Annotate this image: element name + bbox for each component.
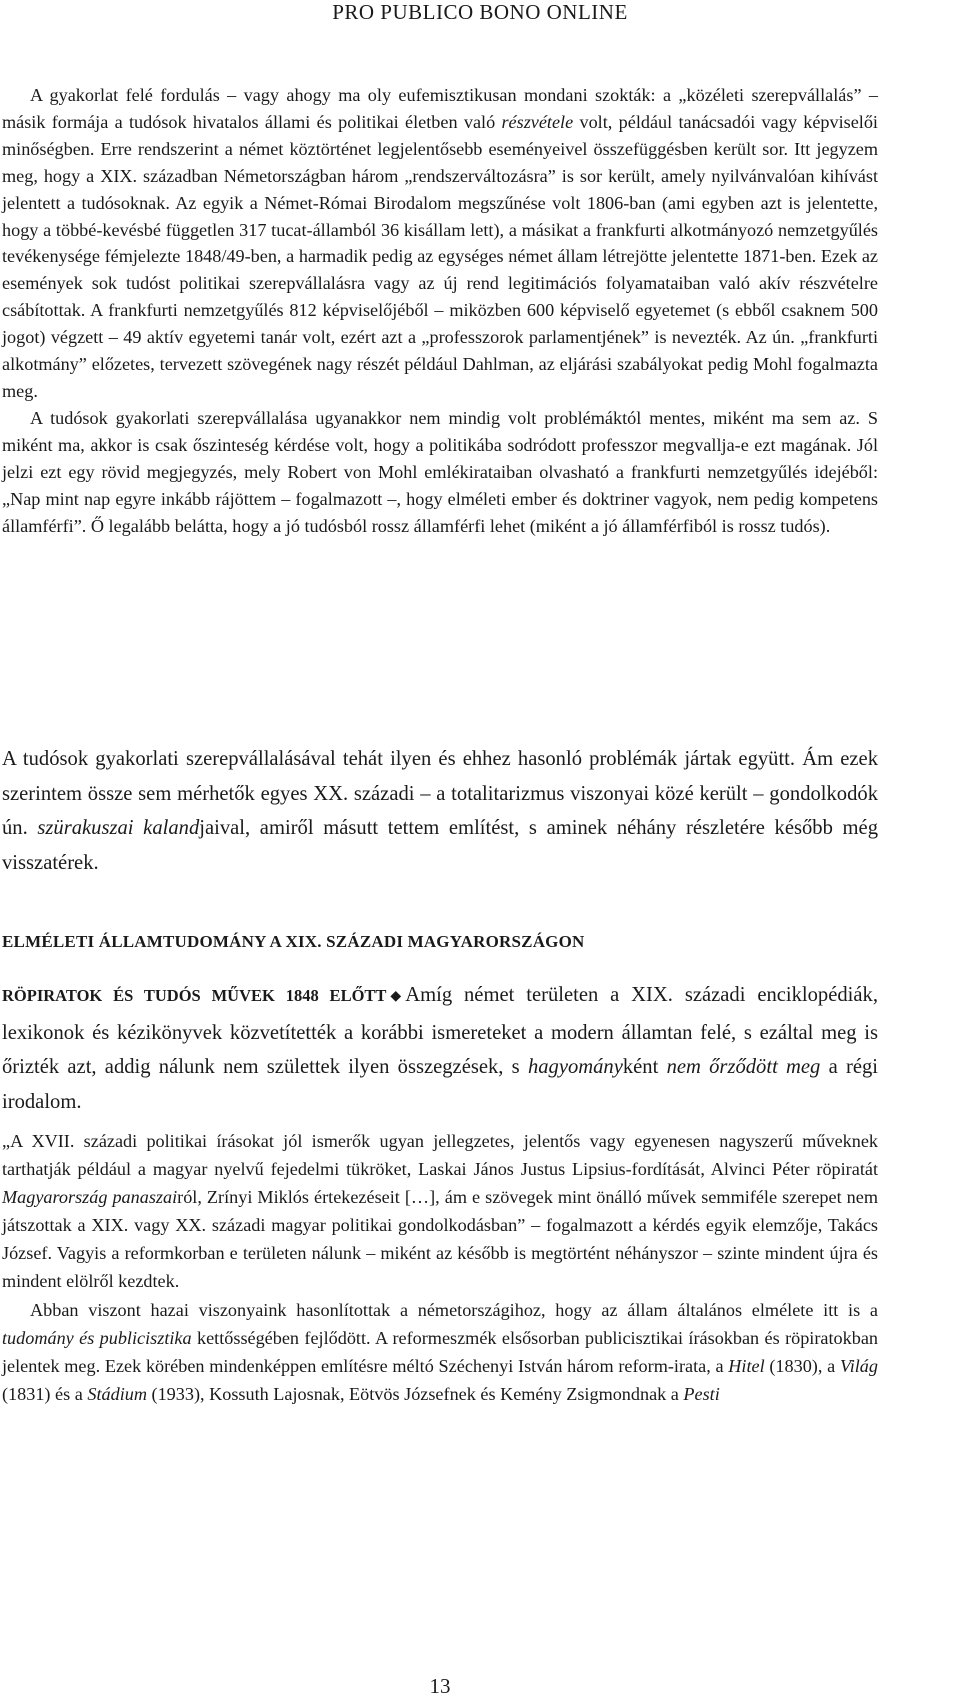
text-run: volt, például tanácsadói vagy képviselői minőségben. Erre rendszerint a német köztörténet legjelentősebb eseményeivel összefüggésben került sor. Itt jegyzem meg, hogy a XIX. században Németországban három „rendszerváltozásra” is sor került, amely nyilvánvalóan kihívást jelentett a tudósoknak. Az egyik a Német-Római Birodalom megszűnése volt 1806-ban (ami egyben azt is jelentette, hogy a többé-kevésbé független 317 tucat-államból 36 kisállam lett), a másikat a frankfurti alkotmányozó nemzetgyűlés tevékenysége fémjelezte 1848/49-ben, a harmadik pedig az egységes német állam létrejötte jelentette 1871-ben. Ezek az események sok tudóst politikai szerepvállalásra vagy az új rend legitimációs folyamataiban való akív részvételre csábítottak. A frankfurti nemzetgyűlés 812 képviselőjéből – miközben 600 képviselő egyetemet (s ebből csaknem 500 jogot) végzett – 49 aktív egyetemi tanár volt, ezért azt a „professzorok parlamentjének” is nevezték. Az ún. „frankfurti alkotmány” előzetes, tervezett szövegének nagy részét például Dahlman, az eljárási szabályokat pedig Mohl fogalmazta meg. <box>2 111 878 401</box>
paragraph <box>2 82 878 405</box>
text-run: (1830), a <box>764 1355 840 1376</box>
paragraph <box>2 978 878 1120</box>
section-title: ELMÉLETI ÁLLAMTUDOMÁNY A XIX. SZÁZADI MAGYARORSZÁGON <box>2 932 585 951</box>
text-run: a régi irodalom. <box>2 1056 878 1114</box>
page-number: 13 <box>429 1674 451 1698</box>
diamond-bullet-icon: ◆ <box>390 989 402 1004</box>
running-header: PRO PUBLICO BONO ONLINE <box>332 0 628 24</box>
emphasis: Hitel <box>728 1355 765 1376</box>
text-run: Amíg német területen a XIX. századi enciklopédiák, lexikonok és kézikönyvek közvetítették a korábbi ismereteket a modern államtan felé, s ezáltal meg is őrizték azt, addig nálunk nem születtek ilyen összegzések, s <box>2 984 878 1079</box>
emphasis: Magyarország panaszai <box>2 1187 178 1208</box>
text-block-quote <box>2 1127 878 1408</box>
text-run: A gyakorlat felé fordulás – vagy ahogy ma oly eufemisztikusan mondani szokták: a „közéleti szerepvállalás” – másik formája a tudósok hivatalos állami és politikai életben való <box>2 85 878 132</box>
emphasis: részvétele <box>501 111 574 132</box>
text-block-intro <box>2 82 878 539</box>
text-run: ról, Zrínyi Miklós értekezéseit […], ám e szövegek mint önálló művek semmiféle szerepet nem játszottak a XIX. vagy XX. századi magyar politikai gondolkodásban” – fogalmazott a kérdés egyik elemzője, Takács József. Vagyis a reformkorban e területen nálunk – miként az később is megtörtént néhányszor – szinte mindent újra és mindent elölről kezdtek. <box>2 1187 878 1292</box>
emphasis: szürakuszai kaland <box>37 817 200 839</box>
text-run: Abban viszont hazai viszonyaink hasonlítottak a németországihoz, hogy az állam általános elmélete itt is a <box>30 1299 878 1320</box>
emphasis: tudomány és publicisztika <box>2 1327 192 1348</box>
text-block-subsection <box>2 978 878 1120</box>
text-run: „A XVII. századi politikai írásokat jól ismerők ugyan jellegzetes, jelentős vagy egyenesen nagyszerű műveknek tarthatják például a magyar nyelvű fejedelmi tükröket, Laskai János Justus Lipsius-fordítását, Alvinci Péter röpiratát <box>2 1131 878 1180</box>
text-run: (1831) és a <box>2 1383 88 1404</box>
text-run: (1933), Kossuth Lajosnak, Eötvös Józsefnek és Kemény Zsigmondnak a <box>146 1383 684 1404</box>
emphasis: nem őrződött meg <box>666 1056 821 1079</box>
paragraph <box>2 1127 878 1296</box>
subsection-heading: RÖPIRATOK ÉS TUDÓS MŰVEK 1848 ELŐTT <box>2 986 387 1005</box>
emphasis: hagyomány <box>527 1056 623 1079</box>
emphasis: Stádium <box>87 1383 147 1404</box>
emphasis: Világ <box>839 1355 878 1376</box>
text-run: A tudósok gyakorlati szerepvállalásával tehát ilyen és ehhez hasonló problémák jártak együtt. Ám ezek szerintem össze sem mérhetők egyes XX. századi – a totalitarizmus viszonyai közé került – gondolkodók ún. <box>2 748 878 839</box>
paragraph: A tudósok gyakorlati szerepvállalása ugyanakkor nem mindig volt problémáktól mentes, miként ma sem az. S miként ma, akkor is csak őszinteség kérdése volt, hogy a politikába sodródott professzor megvallja-e ezt magának. Jól jelzi ezt egy rövid megjegyzés, mely Robert von Mohl emlékirataiban olvasható a frankfurti nemzetgyűlés idejéből: „Nap mint nap egyre inkább rájöttem – fogalmazott –, hogy elméleti ember és doktriner vagyok, nem pedig kompetens államférfi”. Ő legalább belátta, hogy a jó tudósból rossz államférfi lehet (miként a jó államférfiból is rossz tudós). <box>2 407 878 536</box>
text-block-summary <box>2 742 878 880</box>
paragraph <box>2 1296 878 1408</box>
text-run: jaival, amiről másutt tettem említést, s aminek néhány részletére később még visszatérek. <box>2 817 878 874</box>
text-run: kettősségében fejlődött. A reformeszmék elsősorban publicisztikai írásokban és röpiratokban jelentek meg. Ezek körében mindenképpen említésre méltó Széchenyi István három reform-irata, a <box>2 1327 878 1376</box>
paragraph <box>2 742 878 880</box>
text-run: ként <box>622 1056 667 1079</box>
emphasis: Pesti <box>683 1383 720 1404</box>
